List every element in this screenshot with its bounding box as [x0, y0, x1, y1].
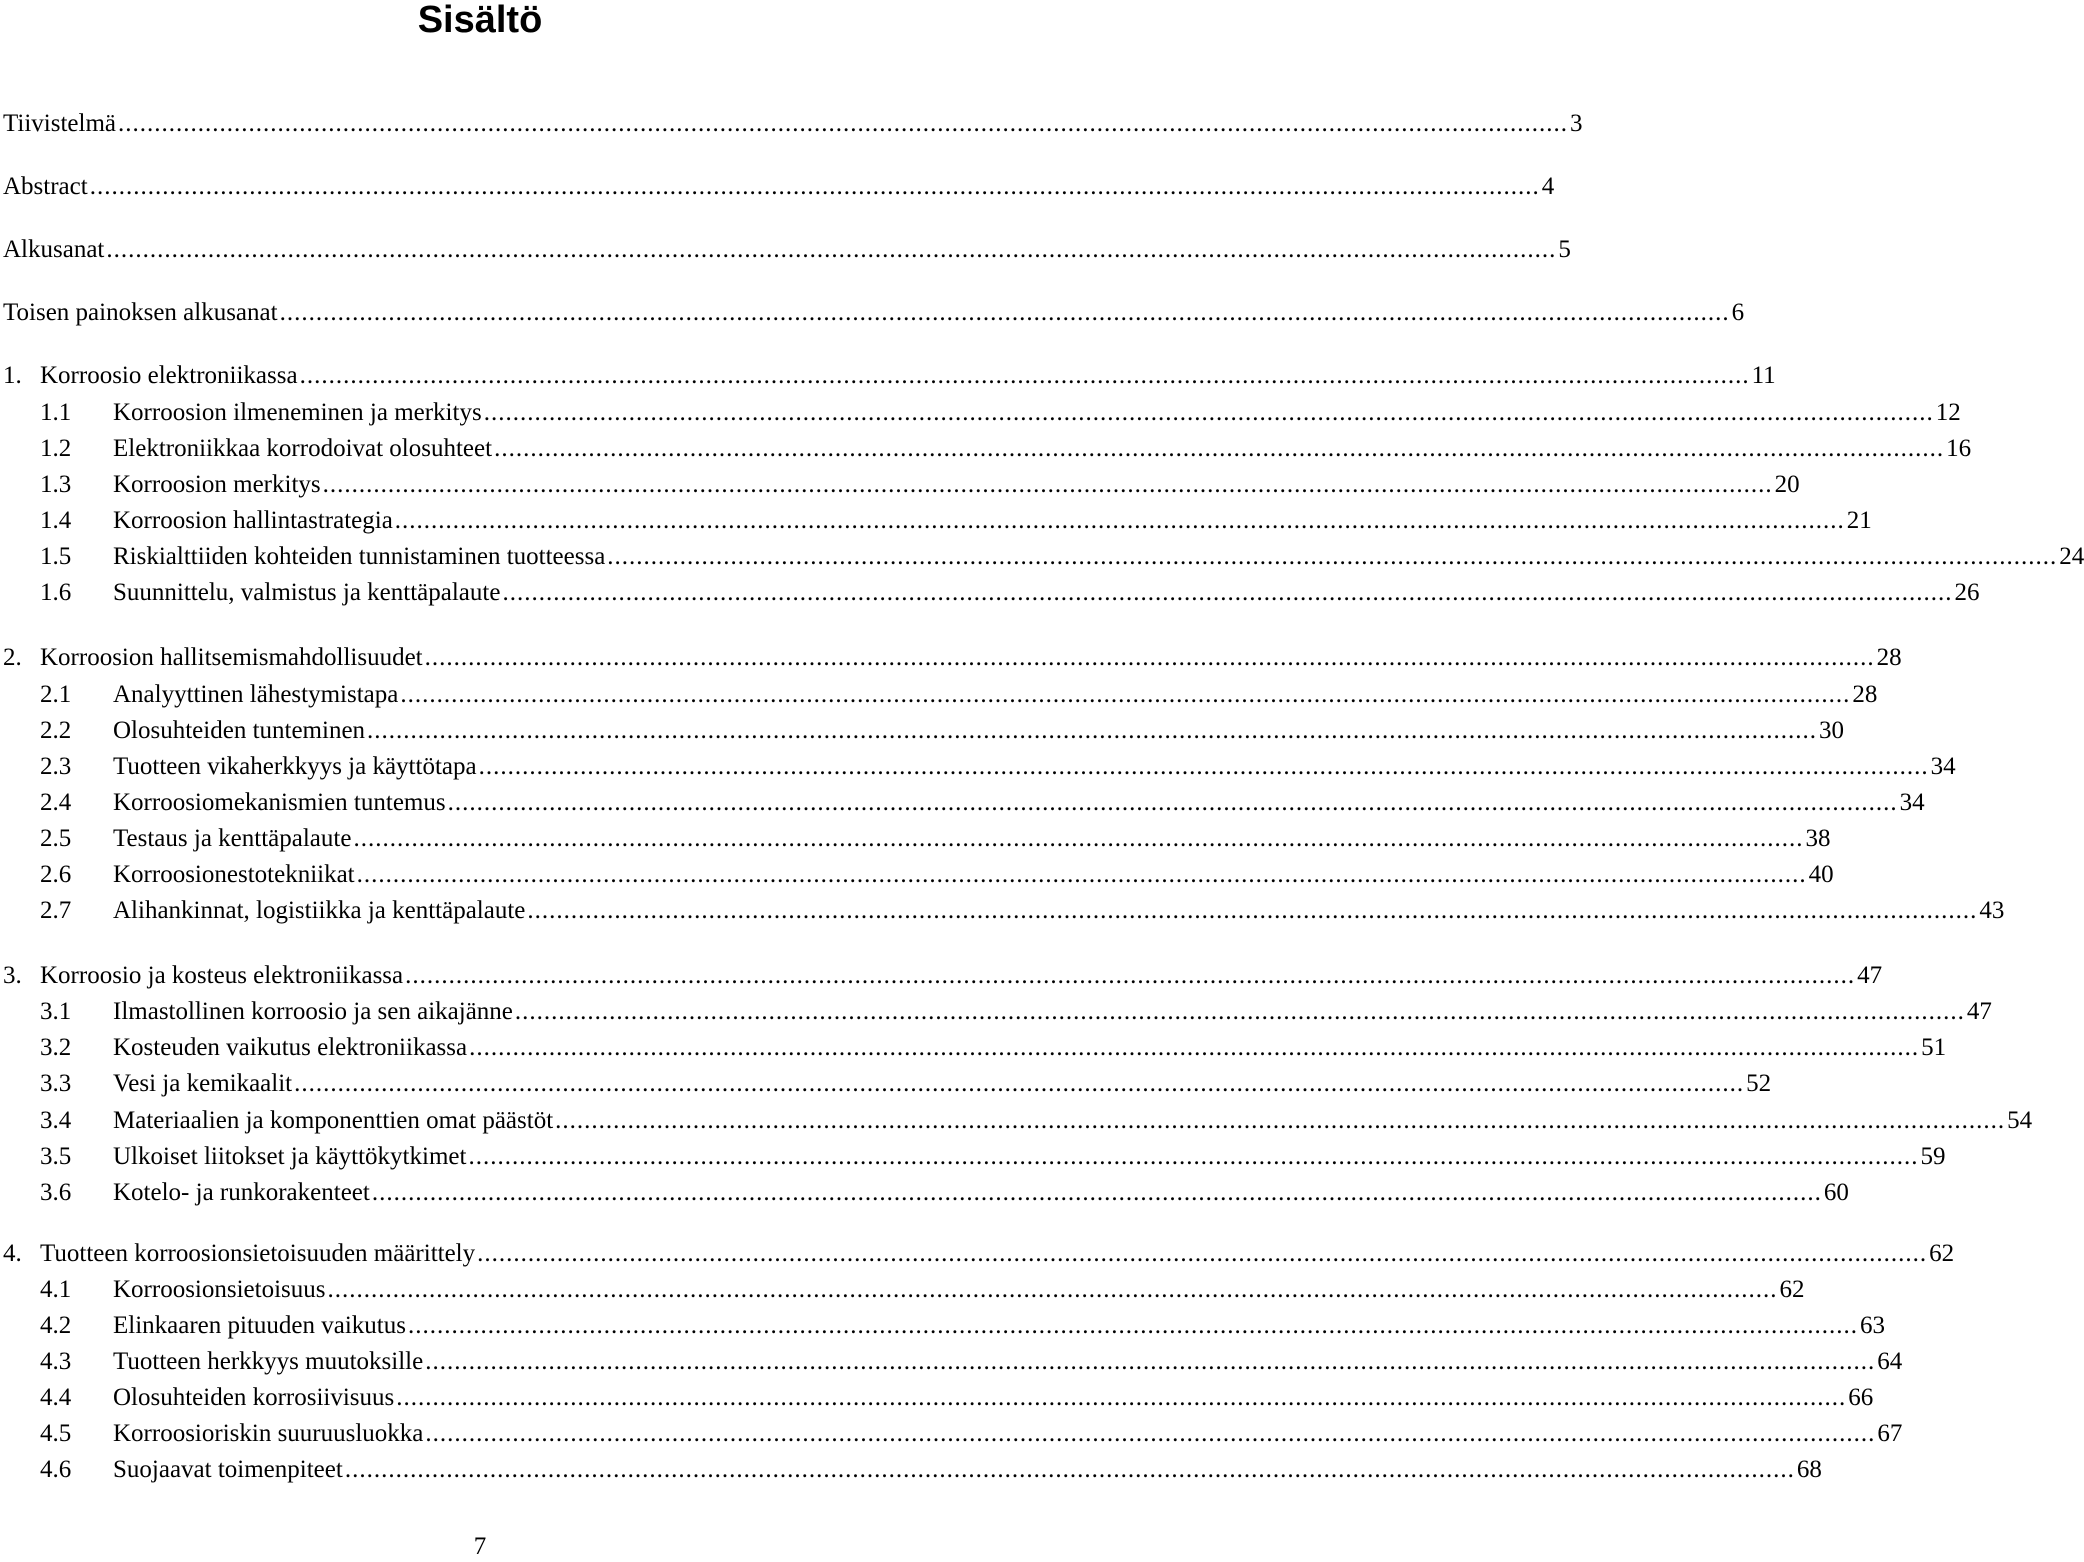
toc-entry[interactable]	[3, 958, 1883, 994]
toc-dot-leader: ........................................................................................................................................................................................................	[294, 1070, 1745, 1097]
toc-entry[interactable]	[3, 232, 1571, 268]
toc-entry[interactable]	[3, 106, 1583, 142]
toc-entry-number: 3.1	[40, 998, 72, 1025]
toc-entry[interactable]	[3, 1030, 1947, 1066]
toc-entry-number: 2.5	[40, 825, 72, 852]
toc-dot-leader: ........................................................................................................................................................................................................	[447, 789, 1898, 816]
toc-entry-label: Kotelo- ja runkorakenteet	[113, 1179, 370, 1206]
toc-entry[interactable]	[3, 713, 1845, 749]
toc-entry-label: Suojaavat toimenpiteet	[113, 1456, 343, 1483]
toc-entry[interactable]	[3, 169, 1555, 205]
toc-entry-page: 47	[1966, 998, 1992, 1025]
toc-entry-page: 34	[1899, 789, 1925, 816]
toc-entry[interactable]	[3, 1103, 2033, 1139]
toc-entry-label: Suunnittelu, valmistus ja kenttäpalaute	[113, 579, 501, 606]
toc-entry-number: 1.1	[40, 399, 72, 426]
toc-entry-label: Tuotteen vikaherkkyys ja käyttötapa	[113, 753, 477, 780]
toc-entry-number: 1.	[3, 362, 22, 389]
toc-entry-page: 62	[1779, 1276, 1805, 1303]
toc-dot-leader: ........................................................................................................................................................................................................	[494, 435, 1945, 462]
toc-entry-page: 66	[1848, 1384, 1874, 1411]
toc-entry-number: 4.5	[40, 1420, 72, 1447]
toc-dot-leader: ........................................................................................................................................................................................................	[478, 753, 1929, 780]
toc-entry-label: Korroosionestotekniikat	[113, 861, 355, 888]
toc-entry-number: 3.2	[40, 1034, 72, 1061]
toc-entry-label: Korroosionsietoisuus	[113, 1276, 326, 1303]
toc-entry-label: Tuotteen korroosionsietoisuuden määrittely	[40, 1240, 476, 1267]
toc-entry[interactable]	[3, 1416, 1903, 1452]
toc-dot-leader: ........................................................................................................................................................................................................	[400, 681, 1851, 708]
toc-entry-page: 54	[2007, 1107, 2033, 1134]
toc-entry-number: 4.	[3, 1240, 22, 1267]
toc-dot-leader: ........................................................................................................................................................................................................	[89, 173, 1540, 200]
toc-entry-number: 2.7	[40, 897, 72, 924]
toc-entry-label: Korroosiomekanismien tuntemus	[113, 789, 446, 816]
toc-entry-number: 1.4	[40, 507, 72, 534]
toc-entry-label: Kosteuden vaikutus elektroniikassa	[113, 1034, 468, 1061]
toc-entry-number: 3.4	[40, 1107, 72, 1134]
toc-entry-label: Testaus ja kenttäpalaute	[113, 825, 352, 852]
toc-entry-number: 4.2	[40, 1312, 72, 1339]
toc-dot-leader: ........................................................................................................................................................................................................	[477, 1240, 1928, 1267]
toc-entry-page: 28	[1852, 681, 1878, 708]
toc-entry-page: 51	[1921, 1034, 1947, 1061]
toc-dot-leader: ........................................................................................................................................................................................................	[514, 998, 1965, 1025]
toc-entry[interactable]	[3, 575, 1980, 611]
toc-entry[interactable]	[3, 358, 1776, 394]
toc-entry-label: Ulkoiset liitokset ja käyttökytkimet	[113, 1143, 467, 1170]
toc-entry-page: 63	[1859, 1312, 1885, 1339]
toc-dot-leader: ........................................................................................................................................................................................................	[483, 399, 1934, 426]
toc-entry-page: 34	[1930, 753, 1956, 780]
toc-entry-page: 60	[1823, 1179, 1849, 1206]
toc-dot-leader: ........................................................................................................................................................................................................	[407, 1312, 1858, 1339]
toc-entry[interactable]	[3, 431, 1972, 467]
toc-entry-page: 62	[1929, 1240, 1955, 1267]
toc-entry-label: Alihankinnat, logistiikka ja kenttäpalaute	[113, 897, 526, 924]
toc-entry-page: 30	[1819, 717, 1845, 744]
toc-entry-label: Tuotteen herkkyys muutoksille	[113, 1348, 424, 1375]
toc-entry-label: Abstract	[3, 173, 88, 200]
toc-entry[interactable]	[3, 539, 2084, 575]
toc-entry[interactable]	[3, 821, 1831, 857]
toc-entry-label: Korroosion ilmeneminen ja merkitys	[113, 399, 482, 426]
toc-dot-leader: ........................................................................................................................................................................................................	[367, 717, 1818, 744]
toc-entry-label: Korroosio elektroniikassa	[40, 362, 298, 389]
toc-entry-number: 1.2	[40, 435, 72, 462]
toc-entry-page: 59	[1920, 1143, 1946, 1170]
toc-dot-leader: ........................................................................................................................................................................................................	[424, 644, 1875, 671]
toc-entry[interactable]	[3, 749, 1956, 785]
toc-entry-label: Ilmastollinen korroosio ja sen aikajänne	[113, 998, 513, 1025]
toc-entry-number: 2.3	[40, 753, 72, 780]
toc-dot-leader: ........................................................................................................................................................................................................	[279, 299, 1730, 326]
toc-entry-page: 5	[1558, 236, 1571, 263]
toc-entry-number: 1.3	[40, 471, 72, 498]
toc-entry-page: 11	[1751, 362, 1776, 389]
toc-entry[interactable]	[3, 994, 1992, 1030]
toc-entry-label: Korroosion hallintastrategia	[113, 507, 393, 534]
toc-entry-page: 20	[1774, 471, 1800, 498]
toc-entry[interactable]	[3, 893, 2005, 929]
toc-entry-number: 2.4	[40, 789, 72, 816]
toc-dot-leader: ........................................................................................................................................................................................................	[425, 1420, 1876, 1447]
toc-entry-page: 4	[1541, 173, 1555, 200]
toc-entry-label: Materiaalien ja komponenttien omat päästöt	[113, 1107, 554, 1134]
toc-entry-page: 28	[1876, 644, 1902, 671]
toc-entry-number: 4.6	[40, 1456, 72, 1483]
toc-entry-label: Korroosioriskin suuruusluokka	[113, 1420, 424, 1447]
toc-entry[interactable]	[3, 677, 1878, 713]
toc-entry-page: 64	[1877, 1348, 1903, 1375]
toc-entry[interactable]	[3, 785, 1925, 821]
toc-dot-leader: ........................................................................................................................................................................................................	[106, 236, 1557, 263]
toc-entry-page: 68	[1796, 1456, 1822, 1483]
toc-entry-label: Korroosion merkitys	[113, 471, 321, 498]
page-title: Sisältö	[417, 0, 543, 41]
toc-entry-number: 3.3	[40, 1070, 72, 1097]
toc-entry-number: 2.2	[40, 717, 72, 744]
toc-entry-page: 6	[1731, 299, 1745, 326]
toc-entry-number: 2.6	[40, 861, 72, 888]
toc-entry[interactable]	[3, 503, 1872, 539]
toc-entry-label: Analyyttinen lähestymistapa	[113, 681, 399, 708]
toc-entry[interactable]	[3, 1066, 1772, 1102]
toc-dot-leader: ........................................................................................................................................................................................................	[607, 543, 2058, 570]
toc-entry-number: 3.	[3, 962, 22, 989]
toc-entry-number: 4.1	[40, 1276, 72, 1303]
toc-entry-page: 38	[1805, 825, 1831, 852]
toc-dot-leader: ........................................................................................................................................................................................................	[356, 861, 1807, 888]
toc-entry-page: 24	[2059, 543, 2084, 570]
toc-dot-leader: ........................................................................................................................................................................................................	[469, 1034, 1920, 1061]
toc-entry[interactable]	[3, 1452, 1822, 1488]
toc-entry[interactable]	[3, 1139, 1946, 1175]
toc-entry[interactable]	[3, 1236, 1955, 1272]
toc-entry-page: 43	[1979, 897, 2005, 924]
toc-entry-number: 4.3	[40, 1348, 72, 1375]
toc-entry-page: 47	[1857, 962, 1883, 989]
toc-entry-label: Korroosion hallitsemismahdollisuudet	[40, 644, 423, 671]
toc-entry-label: Vesi ja kemikaalit	[113, 1070, 293, 1097]
toc-entry-label: Olosuhteiden tunteminen	[113, 717, 366, 744]
toc-dot-leader: ........................................................................................................................................................................................................	[118, 110, 1568, 137]
toc-entry-number: 1.5	[40, 543, 72, 570]
toc-entry[interactable]	[3, 857, 1834, 893]
toc-dot-leader: ........................................................................................................................................................................................................	[425, 1348, 1876, 1375]
toc-entry-label: Olosuhteiden korrosiivisuus	[113, 1384, 395, 1411]
toc-entry-page: 16	[1946, 435, 1972, 462]
toc-entry[interactable]	[3, 1272, 1805, 1308]
toc-entry-page: 52	[1746, 1070, 1772, 1097]
toc-entry-page: 12	[1935, 399, 1961, 426]
toc-dot-leader: ........................................................................................................................................................................................................	[371, 1179, 1822, 1206]
toc-entry-label: Korroosio ja kosteus elektroniikassa	[40, 962, 404, 989]
toc-entry[interactable]	[3, 1344, 1903, 1380]
toc-entry[interactable]	[3, 295, 1745, 331]
toc-dot-leader: ........................................................................................................................................................................................................	[468, 1143, 1919, 1170]
toc-entry-page: 3	[1570, 110, 1583, 137]
toc-entry-number: 1.6	[40, 579, 72, 606]
toc-entry-page: 40	[1808, 861, 1834, 888]
toc-entry-label: Elektroniikkaa korrodoivat olosuhteet	[113, 435, 493, 462]
toc-entry-label: Riskialttiiden kohteiden tunnistaminen tuotteessa	[113, 543, 606, 570]
toc-dot-leader: ........................................................................................................................................................................................................	[394, 507, 1845, 534]
toc-entry[interactable]	[3, 1308, 1885, 1344]
toc-entry-page: 67	[1877, 1420, 1903, 1447]
page-number: 7	[473, 1533, 487, 1560]
toc-entry[interactable]	[3, 640, 1902, 676]
toc-entry-label: Tiivistelmä	[3, 110, 116, 137]
toc-entry-label: Alkusanat	[3, 236, 105, 263]
toc-dot-leader: ........................................................................................................................................................................................................	[322, 471, 1773, 498]
toc-dot-leader: ........................................................................................................................................................................................................	[405, 962, 1856, 989]
toc-entry-label: Elinkaaren pituuden vaikutus	[113, 1312, 406, 1339]
toc-entry-number: 4.4	[40, 1384, 72, 1411]
toc-entry[interactable]	[3, 1175, 1849, 1211]
toc-dot-leader: ........................................................................................................................................................................................................	[527, 897, 1978, 924]
toc-entry[interactable]	[3, 467, 1800, 503]
toc-entry[interactable]	[3, 395, 1961, 431]
toc-entry-label: Toisen painoksen alkusanat	[3, 299, 278, 326]
toc-entry-page: 21	[1846, 507, 1872, 534]
toc-entry[interactable]	[3, 1380, 1874, 1416]
toc-dot-leader: ........................................................................................................................................................................................................	[555, 1107, 2006, 1134]
toc-entry-number: 3.6	[40, 1179, 72, 1206]
toc-entry-number: 2.	[3, 644, 22, 671]
toc-dot-leader: ........................................................................................................................................................................................................	[502, 579, 1953, 606]
toc-dot-leader: ........................................................................................................................................................................................................	[327, 1276, 1778, 1303]
toc-entry-page: 26	[1954, 579, 1980, 606]
toc-dot-leader: ........................................................................................................................................................................................................	[353, 825, 1804, 852]
toc-entry-number: 2.1	[40, 681, 72, 708]
toc-entry-number: 3.5	[40, 1143, 72, 1170]
toc-dot-leader: ........................................................................................................................................................................................................	[299, 362, 1750, 389]
toc-dot-leader: ........................................................................................................................................................................................................	[396, 1384, 1847, 1411]
toc-dot-leader: ........................................................................................................................................................................................................	[344, 1456, 1795, 1483]
